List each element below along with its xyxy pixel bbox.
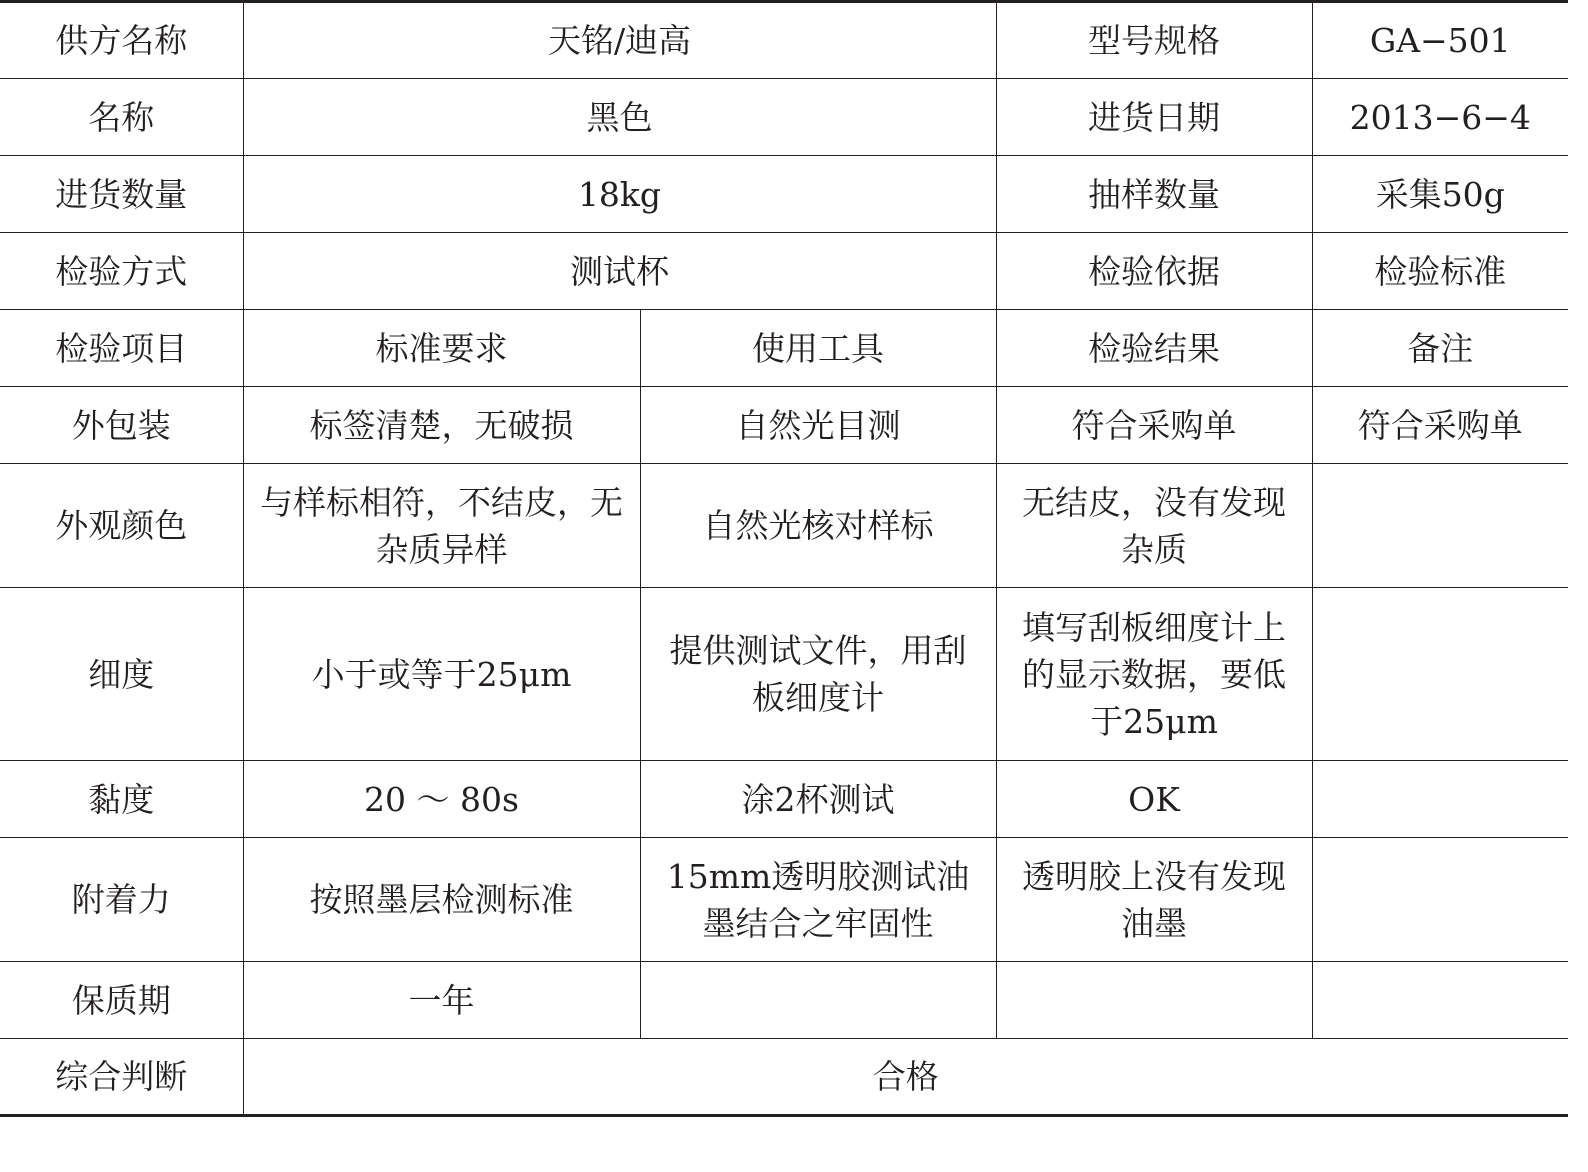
row-item: 外观颜色 [0, 464, 243, 588]
row-result: 无结皮，没有发现杂质 [996, 464, 1312, 588]
summary-row [0, 1039, 1568, 1116]
row-standard: 按照墨层检测标准 [243, 838, 640, 962]
table-row [0, 387, 1568, 464]
row-note [1312, 464, 1568, 588]
name-row [0, 79, 1568, 156]
column-header-row [0, 310, 1568, 387]
quantity-value: 18kg [243, 156, 996, 233]
basis-label: 检验依据 [996, 233, 1312, 310]
quantity-row [0, 156, 1568, 233]
date-value: 2013−6−4 [1312, 79, 1568, 156]
model-label: 型号规格 [996, 2, 1312, 79]
supplier-value: 天铭/迪高 [243, 2, 996, 79]
row-tool: 提供测试文件，用刮板细度计 [640, 588, 996, 761]
method-label: 检验方式 [0, 233, 243, 310]
row-result: 透明胶上没有发现油墨 [996, 838, 1312, 962]
row-note [1312, 588, 1568, 761]
row-standard: 一年 [243, 962, 640, 1039]
row-note [1312, 962, 1568, 1039]
model-value: GA−501 [1312, 2, 1568, 79]
row-standard: 20 ～ 80s [243, 761, 640, 838]
supplier-label: 供方名称 [0, 2, 243, 79]
column-header-standard: 标准要求 [243, 310, 640, 387]
row-result: 符合采购单 [996, 387, 1312, 464]
name-label: 名称 [0, 79, 243, 156]
row-tool: 涂2杯测试 [640, 761, 996, 838]
sample-label: 抽样数量 [996, 156, 1312, 233]
row-item: 外包装 [0, 387, 243, 464]
row-standard: 与样标相符，不结皮，无杂质异样 [243, 464, 640, 588]
row-standard: 小于或等于25μm [243, 588, 640, 761]
row-result [996, 962, 1312, 1039]
row-note [1312, 838, 1568, 962]
row-item: 黏度 [0, 761, 243, 838]
row-standard: 标签清楚，无破损 [243, 387, 640, 464]
quantity-label: 进货数量 [0, 156, 243, 233]
table-row [0, 838, 1568, 962]
summary-value: 合格 [243, 1039, 1568, 1116]
row-item: 附着力 [0, 838, 243, 962]
row-tool: 自然光目测 [640, 387, 996, 464]
row-note [1312, 761, 1568, 838]
row-result: 填写刮板细度计上的显示数据，要低于25μm [996, 588, 1312, 761]
column-header-result: 检验结果 [996, 310, 1312, 387]
supplier-row [0, 2, 1568, 79]
table-row [0, 464, 1568, 588]
column-header-item: 检验项目 [0, 310, 243, 387]
row-item: 细度 [0, 588, 243, 761]
table-row [0, 761, 1568, 838]
date-label: 进货日期 [996, 79, 1312, 156]
table-row [0, 588, 1568, 761]
basis-value: 检验标准 [1312, 233, 1568, 310]
sample-value: 采集50g [1312, 156, 1568, 233]
row-tool: 自然光核对样标 [640, 464, 996, 588]
table-row [0, 962, 1568, 1039]
column-header-tool: 使用工具 [640, 310, 996, 387]
column-header-note: 备注 [1312, 310, 1568, 387]
row-note: 符合采购单 [1312, 387, 1568, 464]
row-result: OK [996, 761, 1312, 838]
row-tool [640, 962, 996, 1039]
row-item: 保质期 [0, 962, 243, 1039]
name-value: 黑色 [243, 79, 996, 156]
summary-label: 综合判断 [0, 1039, 243, 1116]
method-value: 测试杯 [243, 233, 996, 310]
method-row [0, 233, 1568, 310]
row-tool: 15mm透明胶测试油墨结合之牢固性 [640, 838, 996, 962]
